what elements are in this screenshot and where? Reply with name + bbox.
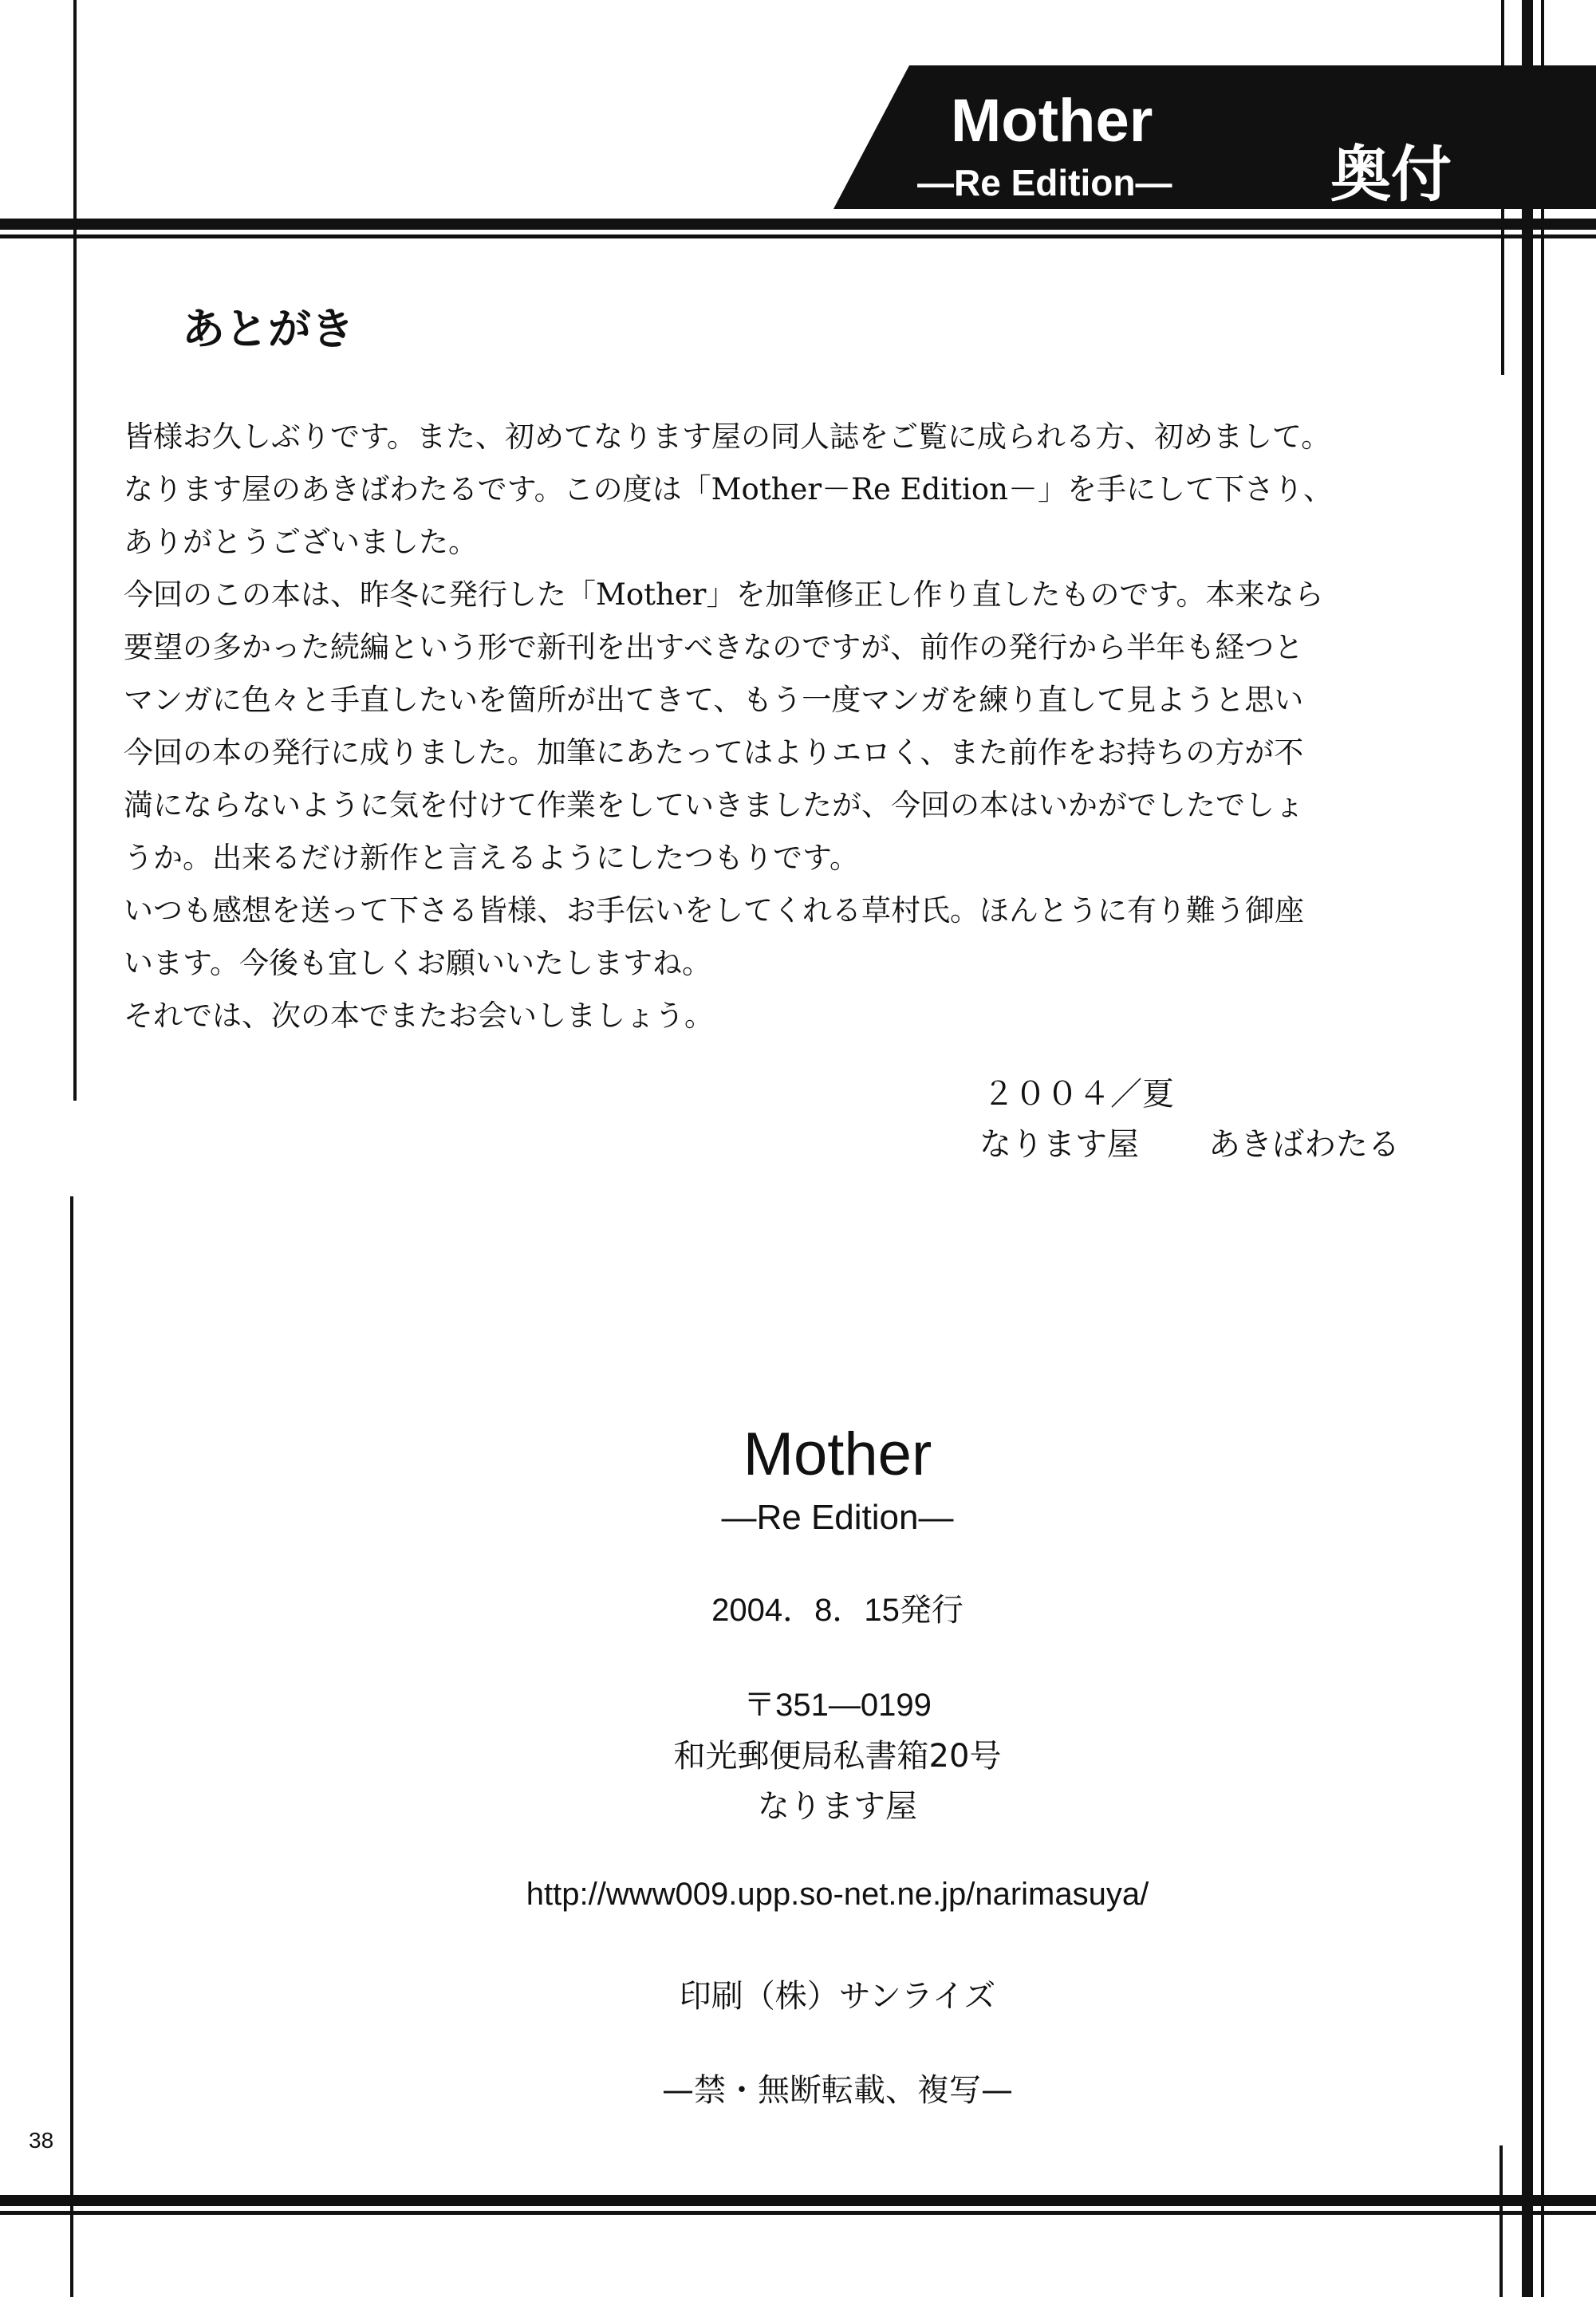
afterword-body — [124, 411, 1448, 1042]
afterword-line: 要望の多かった続編という形で新刊を出すべきなのですが、前作の発行から半年も経つと — [124, 630, 1304, 664]
colophon-notice: —禁・無断転載、複写— — [662, 2072, 1013, 2109]
colophon-circle: なります屋 — [758, 1788, 917, 1825]
afterword-line: います。今後も宜しくお願いいたしますね。 — [124, 946, 712, 980]
afterword-line: いつも感想を送って下さる皆様、お手伝いをしてくれる草村氏。ほんとうに有り難う御座 — [124, 893, 1304, 928]
afterword-circle: なります屋 — [979, 1126, 1139, 1163]
right-vertical-rule-inner — [1541, 0, 1544, 2297]
bottom-rule-thin — [0, 2211, 1596, 2215]
afterword-line: それでは、次の本でまたお会いしましょう。 — [124, 999, 714, 1033]
header-title: Mother — [951, 87, 1153, 155]
colophon-address: 和光郵便局私書箱20号 — [673, 1738, 1002, 1775]
afterword-heading: あとがき — [182, 304, 354, 354]
afterword-date: ２００４／夏 — [983, 1076, 1174, 1113]
top-rule — [0, 219, 1596, 230]
colophon-title: Mother — [743, 1420, 932, 1488]
header-subtitle: —Re Edition— — [917, 162, 1172, 203]
right-vertical-rule-thick — [1522, 0, 1533, 2297]
afterword-line: 今回のこの本は、昨冬に発行した「Mother」を加筆修正し作り直したものです。本来なら — [124, 577, 1324, 612]
afterword-line: 満にならないように気を付けて作業をしていきましたが、今回の本はいかがでしたでしょ — [124, 788, 1304, 822]
colophon-subtitle: —Re Edition— — [721, 1498, 954, 1537]
colophon-url: http://www009.upp.so-net.ne.jp/narimasuya/ — [526, 1877, 1149, 1912]
afterword-author: あきばわたる — [1208, 1126, 1400, 1163]
page-number: 38 — [29, 2128, 54, 2153]
header-section-label: 奥付 — [1330, 139, 1452, 210]
afterword-line: なります屋のあきばわたるです。この度は「Mother－Re Edition－」を手にして下さり、 — [124, 472, 1333, 506]
colophon-printer: 印刷（株）サンライズ — [679, 1978, 996, 2015]
left-vertical-rule-upper — [73, 0, 77, 1101]
bottom-rule — [0, 2195, 1596, 2206]
top-rule-thin — [0, 234, 1596, 238]
afterword-line: 今回の本の発行に成りました。加筆にあたってはよりエロく、また前作をお持ちの方が不 — [124, 735, 1304, 770]
colophon-issue-date: 2004．8．15発行 — [711, 1593, 964, 1628]
right-vertical-rule-thin — [1501, 0, 1504, 375]
afterword-line: うか。出来るだけ新作と言えるようにしたつもりです。 — [124, 841, 860, 875]
afterword-line: ありがとうございました。 — [124, 525, 478, 559]
colophon-postal-code: 〒351—0199 — [743, 1688, 932, 1723]
afterword-line: 皆様お久しぶりです。また、初めてなります屋の同人誌をご覧に成られる方、初めまして。 — [124, 420, 1331, 454]
afterword-line: マンガに色々と手直したいを箇所が出てきて、もう一度マンガを練り直して見ようと思い — [124, 683, 1304, 717]
right-vertical-rule-thin-lower — [1499, 2145, 1503, 2297]
